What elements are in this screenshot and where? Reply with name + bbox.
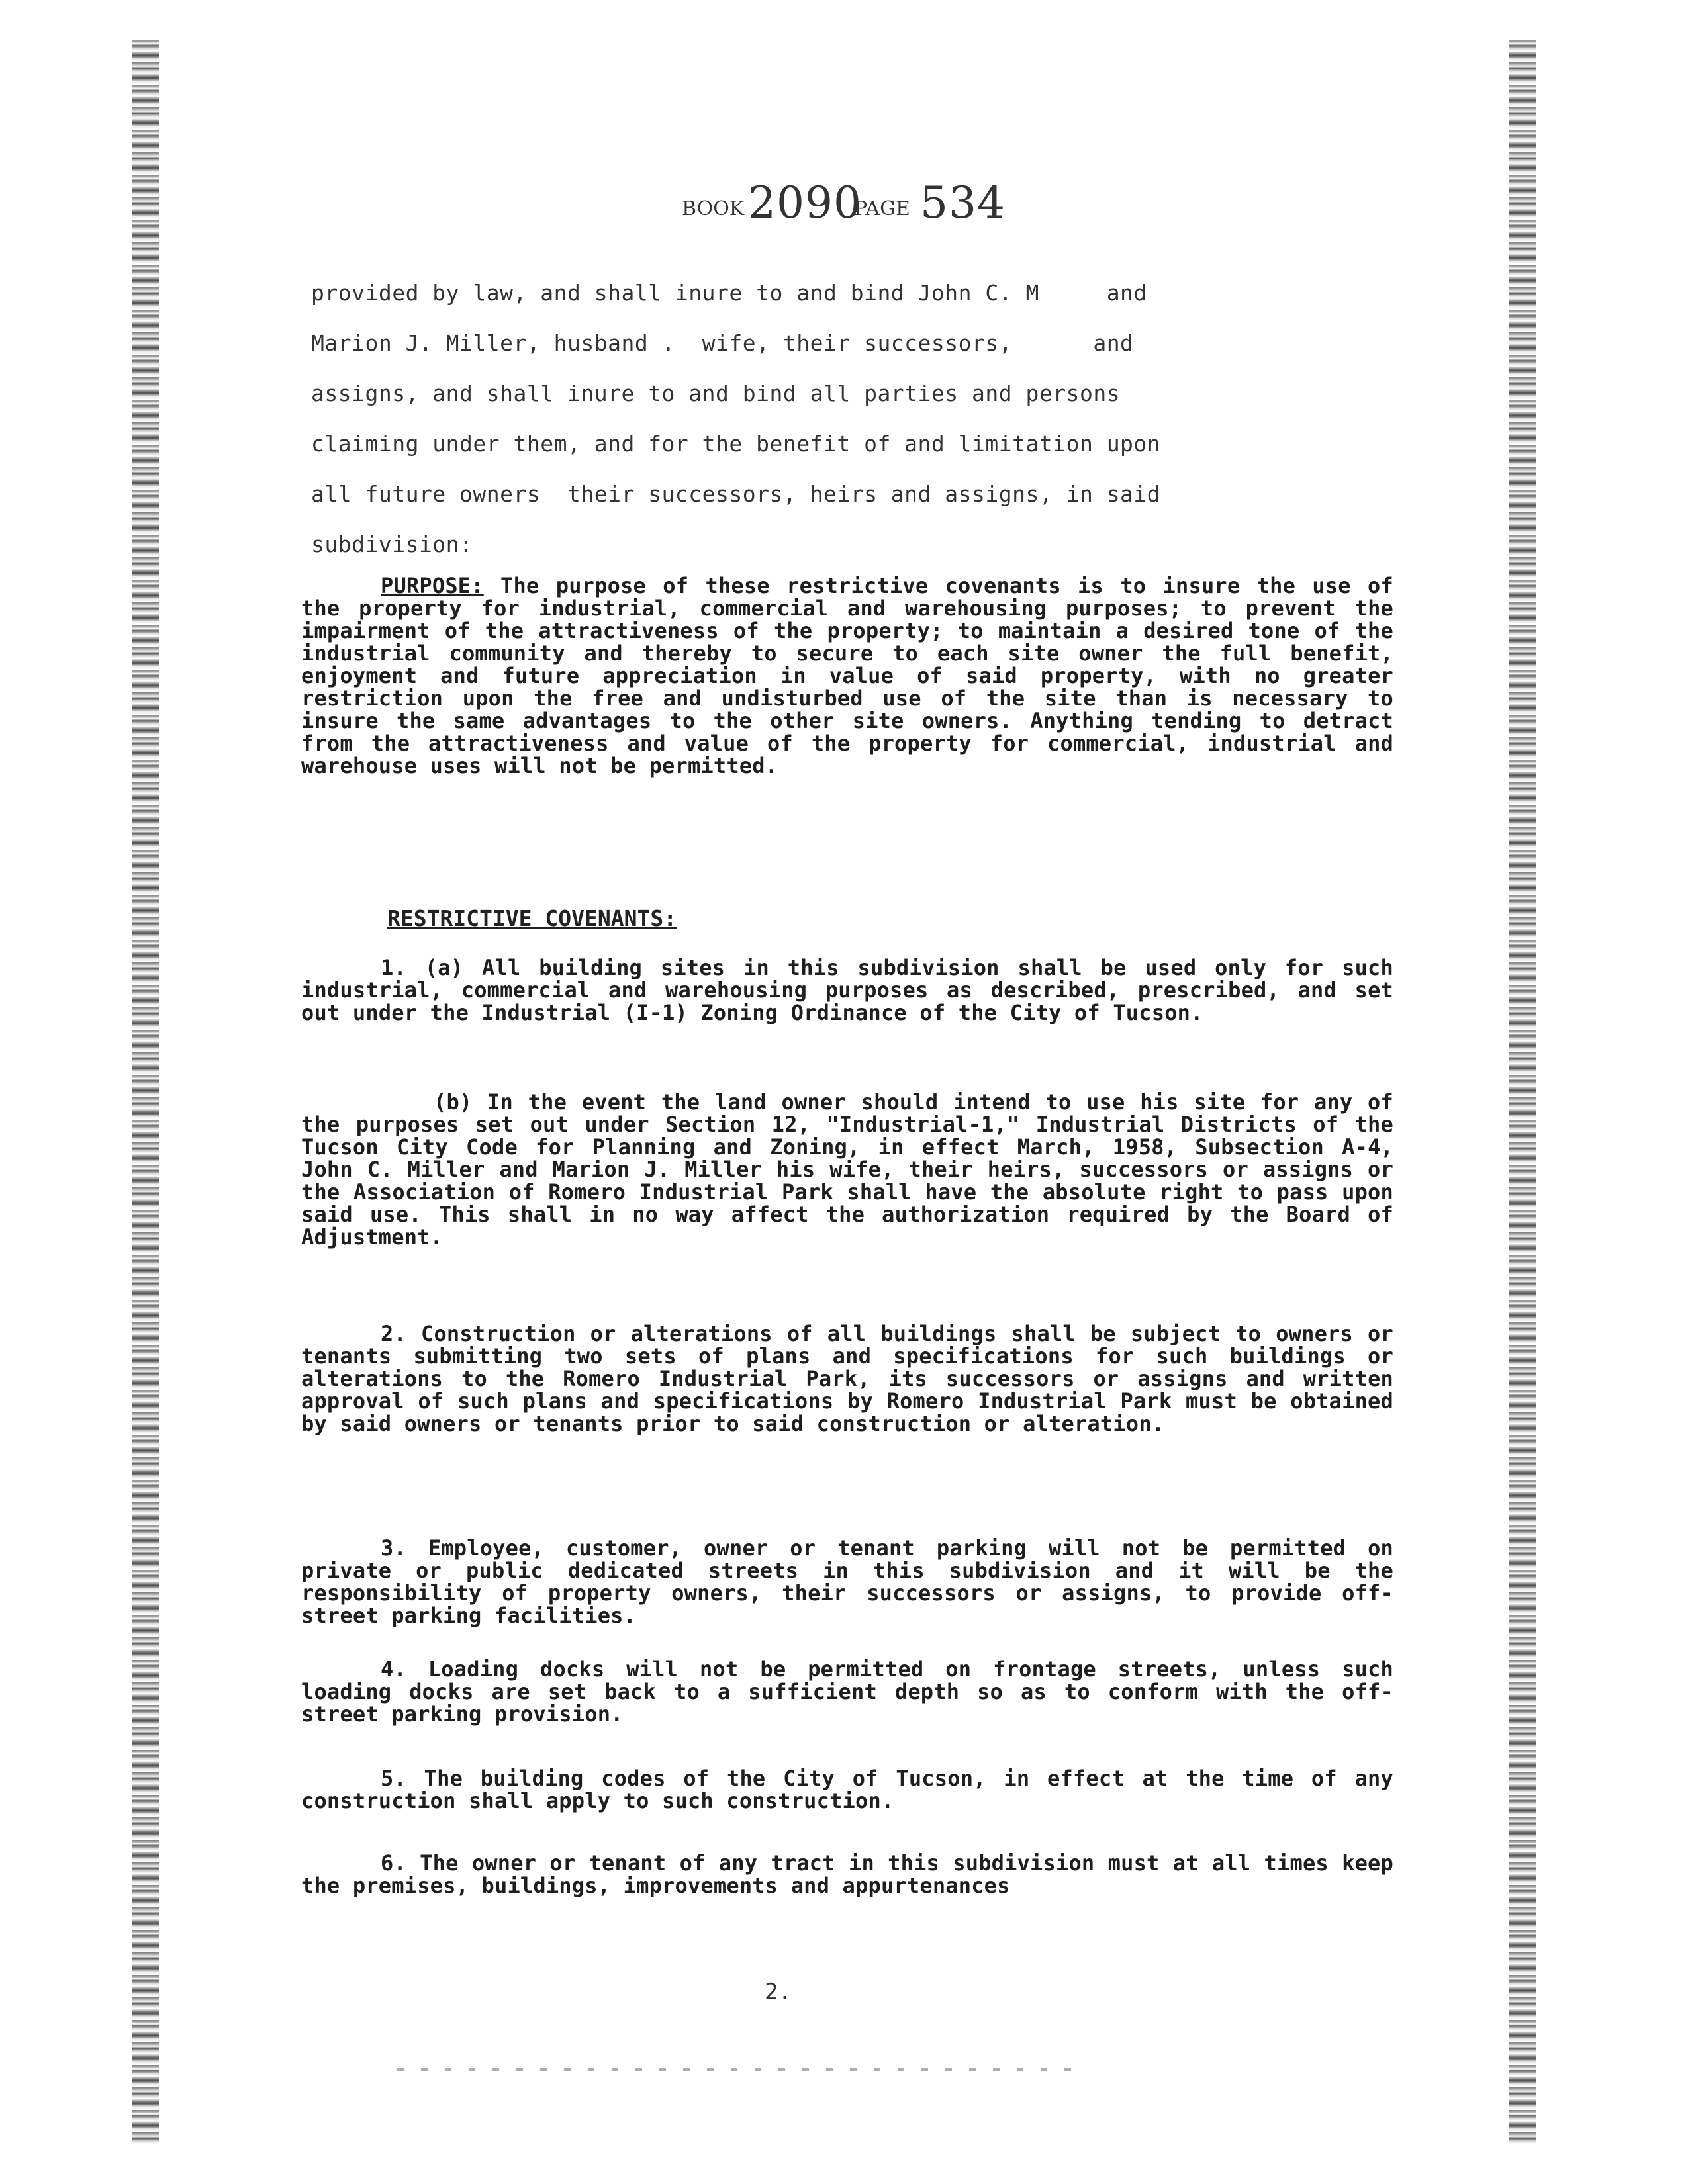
- covenant-5-text: 5. The building codes of the City of Tucson, in effect at the time of any construction shall apply to such construction.: [301, 1766, 1393, 1813]
- covenant-2: [301, 1322, 1393, 1435]
- covenant-6-text: 6. The owner or tenant of any tract in this subdivision must at all times keep the premises, buildings, improvements and appurtenances: [301, 1850, 1393, 1898]
- intro-line: claiming under them, and for the benefit of and limitation upon: [311, 431, 1161, 457]
- covenant-6: [301, 1852, 1393, 1897]
- covenant-3: [301, 1537, 1393, 1627]
- intro-line: subdivision:: [311, 531, 473, 557]
- intro-line: provided by law, and shall inure to and bind John C. M and: [311, 280, 1147, 306]
- intro-line: Marion J. Miller, husband . wife, their successors, and: [311, 330, 1134, 356]
- intro-line: assigns, and shall inure to and bind all parties and persons: [311, 381, 1121, 406]
- scan-left-edge: [132, 40, 159, 2144]
- covenant-2-text: 2. Construction or alterations of all buildings shall be subject to owners or tenants submitting two sets of plans and specifications for such buildings or alterations to the Romero Industrial Park, its successors or assigns and written approval of such plans and specifications by Romero Industrial Park must be obtained by said owners or tenants prior to said construction or alteration.: [301, 1321, 1393, 1436]
- covenant-1b-text: (b) In the event the land owner should intend to use his site for any of the purposes set out under Section 12, "Industrial-1," Industrial Districts of the Tucson City Code for Planning and Zoning, in effect March, 1958, Subsection A-4, John C. Miller and Marion J. Miller his wife, their heirs, successors or assigns or the Association of Romero Industrial Park shall have the absolute right to pass upon said use. This shall in no way affect the authorization required by the Board of Adjustment.: [301, 1089, 1393, 1250]
- book-number: 2090: [748, 177, 862, 228]
- covenant-1a: [301, 956, 1393, 1024]
- purpose-text: The purpose of these restrictive covenants is to insure the use of the property for industrial, commercial and warehousing purposes; to prevent the impairment of the attractiveness of the property; to maintain a desired tone of the industrial community and thereby to secure to each site owner the full benefit, enjoyment and future appreciation in value of said property, with no greater restriction upon the free and undisturbed use of the site than is necessary to insure the same advantages to the other site owners. Anything tending to detract from the attractiveness and value of the property for commercial, industrial and warehouse uses will not be permitted.: [301, 573, 1393, 778]
- covenant-4-text: 4. Loading docks will not be permitted on frontage streets, unless such loading docks are set back to a sufficient depth so as to conform with the off-street parking provision.: [301, 1657, 1393, 1727]
- covenant-1a-text: 1. (a) All building sites in this subdivision shall be used only for such industrial, commercial and warehousing purposes as described, prescribed, and set out under the Industrial (I-1) Zoning Ordinance of the City of Tucson.: [301, 955, 1393, 1025]
- page-footer-number: 2.: [765, 1979, 792, 2005]
- purpose-paragraph: [301, 574, 1393, 777]
- purpose-label: PURPOSE:: [381, 573, 484, 598]
- book-page-header: [682, 177, 1026, 230]
- page-number-stamp: 534: [920, 177, 1006, 228]
- covenant-3-text: 3. Employee, customer, owner or tenant parking will not be permitted on private or public dedicated streets in this subdivision and it will be the responsibility of property owners, their successors or assigns, to provide off-street parking facilities.: [301, 1535, 1393, 1628]
- covenant-1b: [301, 1091, 1393, 1248]
- scan-footer-artifacts: [397, 2068, 1086, 2071]
- scan-right-edge: [1509, 40, 1536, 2144]
- intro-paragraph: [311, 268, 1357, 570]
- restrictive-covenants-heading: RESTRICTIVE COVENANTS:: [387, 905, 677, 931]
- book-label: BOOK: [682, 197, 745, 220]
- covenant-5: [301, 1767, 1393, 1812]
- page-label: PAGE: [854, 197, 910, 220]
- covenant-4: [301, 1658, 1393, 1725]
- intro-line: all future owners their successors, heirs and assigns, in said: [311, 481, 1161, 507]
